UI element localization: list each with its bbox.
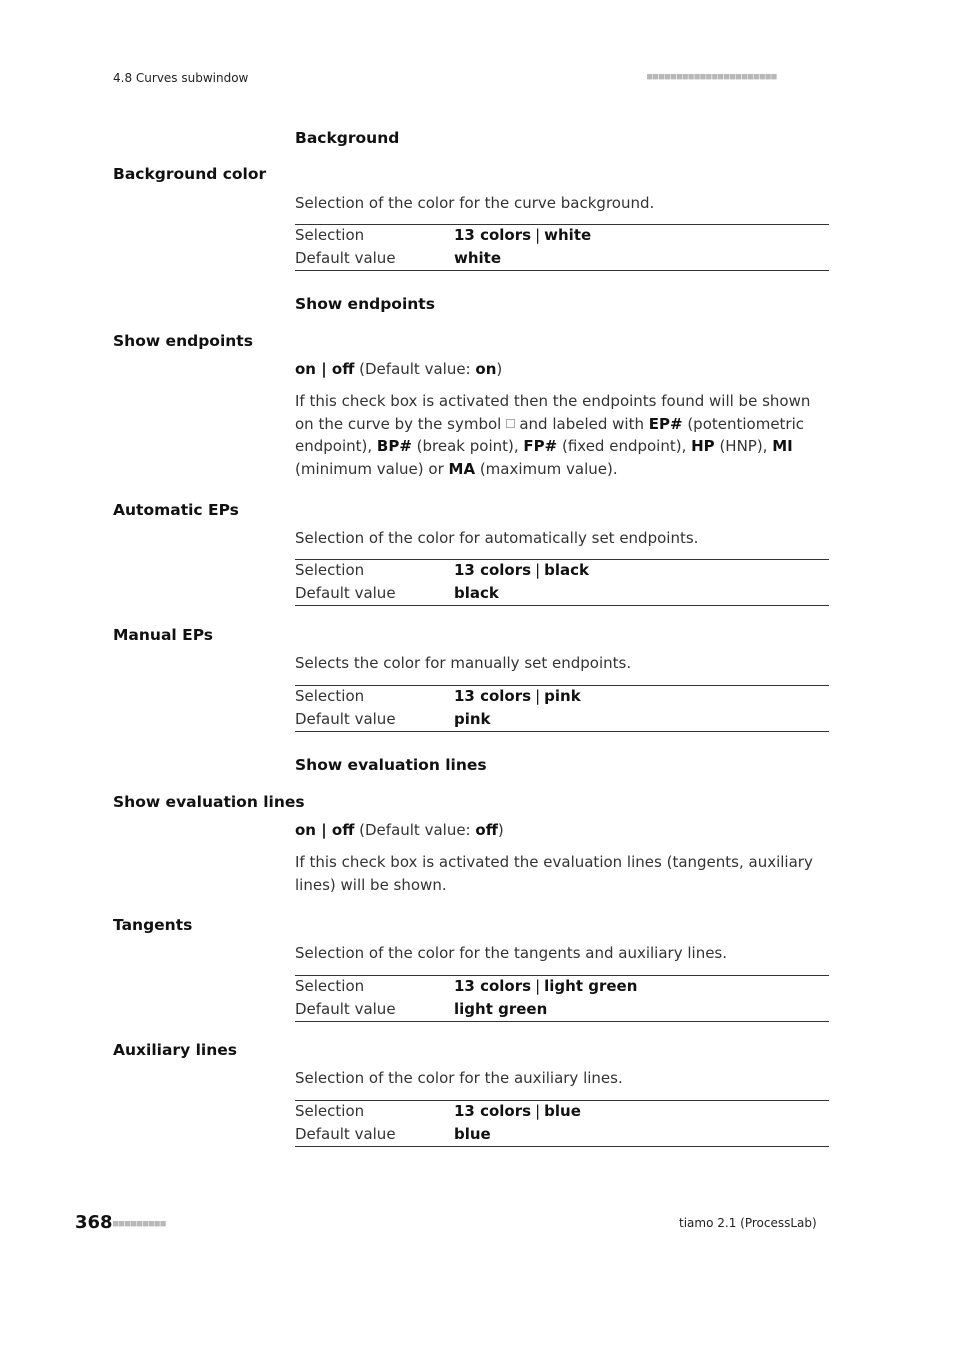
onoff-show-evaluation-lines: on | off (Default value: off) <box>295 821 504 839</box>
table-tangents <box>295 975 829 1022</box>
default-value: blue <box>454 1124 491 1143</box>
table-row <box>295 248 829 271</box>
default-label: Default value <box>295 248 396 267</box>
section-title-background: Background <box>295 129 400 147</box>
selection-label: Selection <box>295 561 365 579</box>
desc-show-evaluation-lines: If this check box is activated the evaluation lines (tangents, auxiliary lines) will be shown. <box>295 853 813 894</box>
table-row <box>295 1101 829 1124</box>
table-background-color <box>295 224 829 271</box>
param-background-color: Background color <box>113 165 267 183</box>
table-row <box>295 583 829 606</box>
param-tangents: Tangents <box>113 916 193 934</box>
default-value: black <box>454 583 499 602</box>
default-value: white <box>454 248 502 267</box>
table-row <box>295 976 829 999</box>
param-automatic-eps: Automatic EPs <box>113 501 239 519</box>
selection-value: 13 colors | black <box>454 561 590 579</box>
selection-label: Selection <box>295 226 365 244</box>
desc-background-color: Selection of the color for the curve background. <box>295 194 655 212</box>
table-row <box>295 225 829 248</box>
section-title-show-endpoints: Show endpoints <box>295 295 435 313</box>
selection-value: 13 colors | pink <box>454 687 581 705</box>
default-label: Default value <box>295 999 396 1018</box>
header-decoration: ■■■■■■■■■■■■■■■■■■■■■■ <box>647 72 778 82</box>
table-row <box>295 709 829 732</box>
default-label: Default value <box>295 583 396 602</box>
param-show-endpoints: Show endpoints <box>113 332 253 350</box>
param-manual-eps: Manual EPs <box>113 626 214 644</box>
desc-automatic-eps: Selection of the color for automatically set endpoints. <box>295 529 699 547</box>
selection-value: 13 colors | white <box>454 226 592 244</box>
table-manual-eps <box>295 685 829 732</box>
onoff-show-endpoints: on | off (Default value: on) <box>295 360 503 378</box>
default-value: light green <box>454 999 548 1018</box>
default-value: pink <box>454 709 491 728</box>
selection-value: 13 colors | blue <box>454 1102 581 1120</box>
table-row <box>295 999 829 1022</box>
table-row <box>295 1124 829 1147</box>
default-label: Default value <box>295 709 396 728</box>
param-auxiliary-lines: Auxiliary lines <box>113 1041 237 1059</box>
table-row <box>295 560 829 583</box>
desc-show-endpoints: If this check box is activated then the endpoints found will be shown on the curve by the symbol and labeled with EP# (potentiometric endpoint), BP# (break point), FP# (fixed endpoint), HP (HNP), MI (minimum value) or MA (maximum value). <box>295 392 811 478</box>
endpoint-symbol-icon <box>506 419 515 428</box>
selection-label: Selection <box>295 977 365 995</box>
selection-label: Selection <box>295 687 365 705</box>
selection-label: Selection <box>295 1102 365 1120</box>
footer-product: tiamo 2.1 (ProcessLab) <box>679 1216 817 1230</box>
footer-decoration: ■■■■■■■■■ <box>113 1219 167 1229</box>
selection-value: 13 colors | light green <box>454 977 638 995</box>
table-row <box>295 686 829 709</box>
desc-manual-eps: Selects the color for manually set endpoints. <box>295 654 632 672</box>
desc-auxiliary-lines: Selection of the color for the auxiliary lines. <box>295 1069 623 1087</box>
param-show-evaluation-lines: Show evaluation lines <box>113 793 305 811</box>
section-title-show-evaluation-lines: Show evaluation lines <box>295 756 487 774</box>
desc-tangents: Selection of the color for the tangents and auxiliary lines. <box>295 944 728 962</box>
table-auxiliary-lines <box>295 1100 829 1147</box>
running-header: 4.8 Curves subwindow <box>113 71 249 85</box>
table-automatic-eps <box>295 559 829 606</box>
page-number: 368 <box>75 1212 113 1233</box>
default-label: Default value <box>295 1124 396 1143</box>
